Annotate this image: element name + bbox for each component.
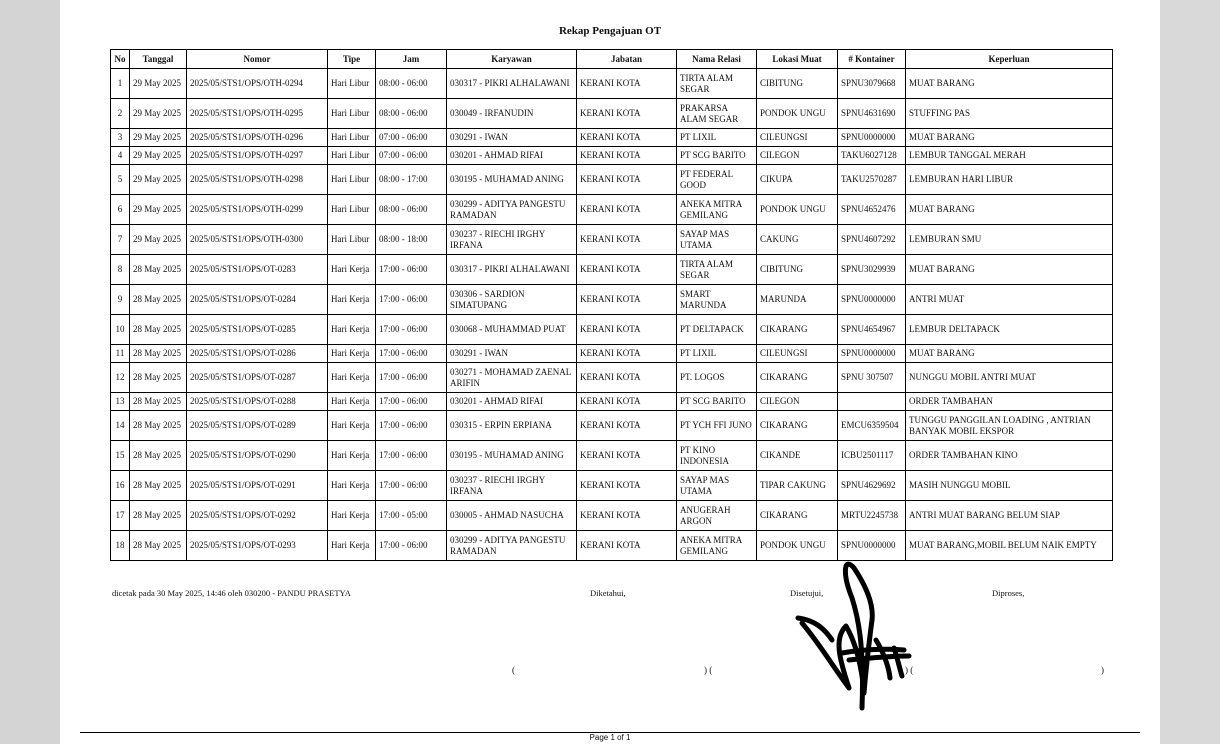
cell-tanggal: 28 May 2025 <box>130 441 187 471</box>
table-row <box>111 129 1113 147</box>
cell-tanggal: 28 May 2025 <box>130 285 187 315</box>
cell-no: 15 <box>111 441 130 471</box>
cell-lokasi: CIBITUNG <box>757 255 838 285</box>
cell-no: 12 <box>111 363 130 393</box>
header-karyawan: Karyawan <box>447 50 577 69</box>
cell-keperluan: LEMBURAN HARI LIBUR <box>906 165 1113 195</box>
header-lokasi-muat: Lokasi Muat <box>757 50 838 69</box>
cell-kontainer: SPNU3029939 <box>838 255 906 285</box>
cell-nomor: 2025/05/STS1/OPS/OTH-0295 <box>187 99 328 129</box>
cell-karyawan: 030315 - ERPIN ERPIANA <box>447 411 577 441</box>
cell-keperluan: ORDER TAMBAHAN <box>906 393 1113 411</box>
cell-no: 10 <box>111 315 130 345</box>
cell-jabatan: KERANI KOTA <box>577 471 677 501</box>
cell-karyawan: 030299 - ADITYA PANGESTU RAMADAN <box>447 195 577 225</box>
table-header-row <box>111 50 1113 69</box>
table-row <box>111 411 1113 441</box>
cell-jabatan: KERANI KOTA <box>577 393 677 411</box>
cell-relasi: PT DELTAPACK <box>677 315 757 345</box>
table-row <box>111 195 1113 225</box>
table-row <box>111 69 1113 99</box>
cell-kontainer: SPNU0000000 <box>838 531 906 561</box>
cell-no: 3 <box>111 129 130 147</box>
document-page <box>60 0 1160 744</box>
cell-keperluan: MUAT BARANG <box>906 345 1113 363</box>
cell-lokasi: CILEUNGSI <box>757 345 838 363</box>
cell-tanggal: 29 May 2025 <box>130 225 187 255</box>
cell-tanggal: 28 May 2025 <box>130 411 187 441</box>
cell-keperluan: ANTRI MUAT <box>906 285 1113 315</box>
header-jam: Jam <box>376 50 447 69</box>
cell-tanggal: 29 May 2025 <box>130 195 187 225</box>
cell-karyawan: 030195 - MUHAMAD ANING <box>447 165 577 195</box>
table-row <box>111 441 1113 471</box>
cell-kontainer: SPNU4629692 <box>838 471 906 501</box>
header-tanggal: Tanggal <box>130 50 187 69</box>
page-number: Page 1 of 1 <box>589 733 631 742</box>
cell-tanggal: 29 May 2025 <box>130 147 187 165</box>
cell-relasi: PT LIXIL <box>677 129 757 147</box>
table-row <box>111 99 1113 129</box>
cell-kontainer: SPNU4607292 <box>838 225 906 255</box>
cell-jam: 07:00 - 06:00 <box>376 147 447 165</box>
cell-jam: 17:00 - 06:00 <box>376 255 447 285</box>
cell-no: 9 <box>111 285 130 315</box>
cell-tanggal: 28 May 2025 <box>130 345 187 363</box>
cell-keperluan: LEMBUR DELTAPACK <box>906 315 1113 345</box>
cell-jabatan: KERANI KOTA <box>577 531 677 561</box>
cell-jam: 17:00 - 06:00 <box>376 441 447 471</box>
cell-keperluan: ORDER TAMBAHAN KINO <box>906 441 1113 471</box>
cell-tipe: Hari Kerja <box>328 363 376 393</box>
signature-paren-open: ( <box>512 665 515 675</box>
cell-tipe: Hari Kerja <box>328 285 376 315</box>
cell-nomor: 2025/05/STS1/OPS/OTH-0296 <box>187 129 328 147</box>
cell-tipe: Hari Kerja <box>328 471 376 501</box>
cell-relasi: ANUGERAH ARGON <box>677 501 757 531</box>
cell-relasi: ANEKA MITRA GEMILANG <box>677 531 757 561</box>
cell-nomor: 2025/05/STS1/OPS/OT-0285 <box>187 315 328 345</box>
table-row <box>111 165 1113 195</box>
cell-tipe: Hari Kerja <box>328 315 376 345</box>
cell-lokasi: CILEUNGSI <box>757 129 838 147</box>
header-kontainer: # Kontainer <box>838 50 906 69</box>
cell-jabatan: KERANI KOTA <box>577 345 677 363</box>
cell-tanggal: 28 May 2025 <box>130 471 187 501</box>
cell-nomor: 2025/05/STS1/OPS/OTH-0297 <box>187 147 328 165</box>
table-row <box>111 255 1113 285</box>
cell-kontainer: SPNU 307507 <box>838 363 906 393</box>
document-title: Rekap Pengajuan OT <box>558 25 662 37</box>
cell-jam: 17:00 - 06:00 <box>376 393 447 411</box>
cell-lokasi: CAKUNG <box>757 225 838 255</box>
cell-nomor: 2025/05/STS1/OPS/OTH-0299 <box>187 195 328 225</box>
cell-no: 2 <box>111 99 130 129</box>
table-row <box>111 315 1113 345</box>
cell-lokasi: CIKANDE <box>757 441 838 471</box>
cell-kontainer: SPNU0000000 <box>838 345 906 363</box>
diketahui-label: Diketahui, <box>590 588 626 598</box>
cell-karyawan: 030237 - RIECHI IRGHY IRFANA <box>447 225 577 255</box>
cell-no: 16 <box>111 471 130 501</box>
cell-keperluan: TUNGGU PANGGILAN LOADING , ANTRIAN BANYAK MOBIL EKSPOR <box>906 411 1113 441</box>
cell-karyawan: 030049 - IRFANUDIN <box>447 99 577 129</box>
cell-keperluan: LEMBUR TANGGAL MERAH <box>906 147 1113 165</box>
cell-tanggal: 29 May 2025 <box>130 69 187 99</box>
cell-keperluan: NUNGGU MOBIL ANTRI MUAT <box>906 363 1113 393</box>
cell-relasi: SAYAP MAS UTAMA <box>677 471 757 501</box>
cell-relasi: ANEKA MITRA GEMILANG <box>677 195 757 225</box>
cell-jabatan: KERANI KOTA <box>577 99 677 129</box>
header-no: No <box>111 50 130 69</box>
viewer-scroll-area[interactable] <box>1160 0 1220 744</box>
header-keperluan: Keperluan <box>906 50 1113 69</box>
cell-karyawan: 030068 - MUHAMMAD PUAT <box>447 315 577 345</box>
cell-relasi: SMART MARUNDA <box>677 285 757 315</box>
cell-relasi: PT KINO INDONESIA <box>677 441 757 471</box>
cell-jam: 17:00 - 06:00 <box>376 531 447 561</box>
cell-karyawan: 030317 - PIKRI ALHALAWANI <box>447 255 577 285</box>
header-nomor: Nomor <box>187 50 328 69</box>
cell-keperluan: MUAT BARANG <box>906 195 1113 225</box>
cell-nomor: 2025/05/STS1/OPS/OTH-0300 <box>187 225 328 255</box>
table-row <box>111 225 1113 255</box>
cell-tanggal: 28 May 2025 <box>130 315 187 345</box>
cell-keperluan: MASIH NUNGGU MOBIL <box>906 471 1113 501</box>
cell-relasi: SAYAP MAS UTAMA <box>677 225 757 255</box>
cell-karyawan: 030005 - AHMAD NASUCHA <box>447 501 577 531</box>
cell-no: 18 <box>111 531 130 561</box>
cell-kontainer: ICBU2501117 <box>838 441 906 471</box>
cell-tipe: Hari Kerja <box>328 441 376 471</box>
cell-nomor: 2025/05/STS1/OPS/OTH-0298 <box>187 165 328 195</box>
cell-jabatan: KERANI KOTA <box>577 411 677 441</box>
cell-lokasi: PONDOK UNGU <box>757 195 838 225</box>
signature-paren-close: ) <box>1101 665 1104 675</box>
cell-jabatan: KERANI KOTA <box>577 147 677 165</box>
cell-nomor: 2025/05/STS1/OPS/OT-0293 <box>187 531 328 561</box>
cell-relasi: PRAKARSA ALAM SEGAR <box>677 99 757 129</box>
cell-relasi: PT SCG BARITO <box>677 147 757 165</box>
cell-no: 6 <box>111 195 130 225</box>
table-row <box>111 501 1113 531</box>
table-row <box>111 285 1113 315</box>
cell-lokasi: CIBITUNG <box>757 69 838 99</box>
cell-karyawan: 030306 - SARDION SIMATUPANG <box>447 285 577 315</box>
cell-jabatan: KERANI KOTA <box>577 225 677 255</box>
cell-nomor: 2025/05/STS1/OPS/OT-0290 <box>187 441 328 471</box>
header-tipe: Tipe <box>328 50 376 69</box>
cell-tipe: Hari Kerja <box>328 411 376 441</box>
cell-karyawan: 030237 - RIECHI IRGHY IRFANA <box>447 471 577 501</box>
cell-tipe: Hari Libur <box>328 147 376 165</box>
cell-no: 14 <box>111 411 130 441</box>
cell-tanggal: 28 May 2025 <box>130 531 187 561</box>
cell-nomor: 2025/05/STS1/OPS/OT-0287 <box>187 363 328 393</box>
cell-relasi: PT SCG BARITO <box>677 393 757 411</box>
cell-nomor: 2025/05/STS1/OPS/OT-0284 <box>187 285 328 315</box>
cell-keperluan: MUAT BARANG,MOBIL BELUM NAIK EMPTY <box>906 531 1113 561</box>
handwritten-signature <box>794 548 924 718</box>
cell-jam: 17:00 - 06:00 <box>376 315 447 345</box>
table-row <box>111 531 1113 561</box>
cell-tanggal: 28 May 2025 <box>130 255 187 285</box>
cell-lokasi: CIKARANG <box>757 411 838 441</box>
cell-relasi: PT LIXIL <box>677 345 757 363</box>
cell-kontainer: TAKU2570287 <box>838 165 906 195</box>
signature-paren-mid-2: ) ( <box>905 665 914 675</box>
cell-keperluan: LEMBURAN SMU <box>906 225 1113 255</box>
cell-nomor: 2025/05/STS1/OPS/OT-0288 <box>187 393 328 411</box>
cell-relasi: PT YCH FFI JUNO <box>677 411 757 441</box>
printed-info: dicetak pada 30 May 2025, 14:46 oleh 030200 - PANDU PRASETYA <box>112 588 351 598</box>
table-row <box>111 363 1113 393</box>
cell-jabatan: KERANI KOTA <box>577 315 677 345</box>
cell-karyawan: 030271 - MOHAMAD ZAENAL ARIFIN <box>447 363 577 393</box>
cell-relasi: PT. LOGOS <box>677 363 757 393</box>
cell-no: 13 <box>111 393 130 411</box>
cell-tipe: Hari Kerja <box>328 501 376 531</box>
cell-jam: 07:00 - 06:00 <box>376 129 447 147</box>
cell-jabatan: KERANI KOTA <box>577 441 677 471</box>
cell-keperluan: MUAT BARANG <box>906 129 1113 147</box>
cell-no: 17 <box>111 501 130 531</box>
cell-nomor: 2025/05/STS1/OPS/OT-0292 <box>187 501 328 531</box>
cell-jabatan: KERANI KOTA <box>577 255 677 285</box>
cell-no: 8 <box>111 255 130 285</box>
cell-karyawan: 030291 - IWAN <box>447 345 577 363</box>
cell-kontainer: EMCU6359504 <box>838 411 906 441</box>
viewer-left-margin <box>0 0 60 744</box>
cell-kontainer: SPNU0000000 <box>838 129 906 147</box>
cell-tanggal: 28 May 2025 <box>130 393 187 411</box>
cell-lokasi: CIKARANG <box>757 363 838 393</box>
cell-nomor: 2025/05/STS1/OPS/OTH-0294 <box>187 69 328 99</box>
cell-jam: 17:00 - 06:00 <box>376 411 447 441</box>
cell-jabatan: KERANI KOTA <box>577 129 677 147</box>
cell-karyawan: 030299 - ADITYA PANGESTU RAMADAN <box>447 531 577 561</box>
cell-kontainer: SPNU3079668 <box>838 69 906 99</box>
table-row <box>111 345 1113 363</box>
cell-tipe: Hari Kerja <box>328 531 376 561</box>
cell-karyawan: 030317 - PIKRI ALHALAWANI <box>447 69 577 99</box>
cell-lokasi: CIKUPA <box>757 165 838 195</box>
cell-nomor: 2025/05/STS1/OPS/OT-0291 <box>187 471 328 501</box>
cell-keperluan: MUAT BARANG <box>906 255 1113 285</box>
cell-tanggal: 29 May 2025 <box>130 129 187 147</box>
cell-jam: 08:00 - 06:00 <box>376 99 447 129</box>
cell-nomor: 2025/05/STS1/OPS/OT-0283 <box>187 255 328 285</box>
header-nama-relasi: Nama Relasi <box>677 50 757 69</box>
cell-relasi: TIRTA ALAM SEGAR <box>677 255 757 285</box>
cell-jam: 08:00 - 06:00 <box>376 195 447 225</box>
cell-tipe: Hari Libur <box>328 69 376 99</box>
cell-lokasi: CILEGON <box>757 147 838 165</box>
cell-tipe: Hari Libur <box>328 225 376 255</box>
table-row <box>111 393 1113 411</box>
cell-jabatan: KERANI KOTA <box>577 69 677 99</box>
cell-jabatan: KERANI KOTA <box>577 363 677 393</box>
cell-karyawan: 030291 - IWAN <box>447 129 577 147</box>
cell-jam: 17:00 - 06:00 <box>376 471 447 501</box>
cell-karyawan: 030201 - AHMAD RIFAI <box>447 393 577 411</box>
cell-tipe: Hari Libur <box>328 195 376 225</box>
signature-paren-mid-1: ) ( <box>704 665 713 675</box>
ot-table <box>110 49 1113 561</box>
cell-relasi: PT FEDERAL GOOD <box>677 165 757 195</box>
cell-tanggal: 29 May 2025 <box>130 99 187 129</box>
cell-tipe: Hari Kerja <box>328 345 376 363</box>
cell-kontainer: TAKU6027128 <box>838 147 906 165</box>
cell-lokasi: MARUNDA <box>757 285 838 315</box>
cell-jam: 17:00 - 06:00 <box>376 345 447 363</box>
cell-jabatan: KERANI KOTA <box>577 285 677 315</box>
cell-jam: 17:00 - 06:00 <box>376 363 447 393</box>
cell-jabatan: KERANI KOTA <box>577 195 677 225</box>
cell-lokasi: PONDOK UNGU <box>757 99 838 129</box>
cell-kontainer: SPNU4652476 <box>838 195 906 225</box>
cell-keperluan: STUFFING PAS <box>906 99 1113 129</box>
cell-karyawan: 030201 - AHMAD RIFAI <box>447 147 577 165</box>
cell-karyawan: 030195 - MUHAMAD ANING <box>447 441 577 471</box>
cell-keperluan: MUAT BARANG <box>906 69 1113 99</box>
cell-lokasi: CIKARANG <box>757 315 838 345</box>
cell-tipe: Hari Libur <box>328 129 376 147</box>
cell-tanggal: 28 May 2025 <box>130 501 187 531</box>
disetujui-label: Disetujui, <box>790 588 824 598</box>
cell-keperluan: ANTRI MUAT BARANG BELUM SIAP <box>906 501 1113 531</box>
cell-no: 5 <box>111 165 130 195</box>
cell-no: 4 <box>111 147 130 165</box>
cell-jam: 17:00 - 05:00 <box>376 501 447 531</box>
table-body <box>111 69 1113 561</box>
cell-lokasi: PONDOK UNGU <box>757 531 838 561</box>
cell-no: 1 <box>111 69 130 99</box>
cell-tipe: Hari Libur <box>328 99 376 129</box>
cell-tanggal: 28 May 2025 <box>130 363 187 393</box>
cell-relasi: TIRTA ALAM SEGAR <box>677 69 757 99</box>
cell-no: 11 <box>111 345 130 363</box>
cell-tipe: Hari Kerja <box>328 255 376 285</box>
cell-tipe: Hari Libur <box>328 165 376 195</box>
cell-tanggal: 29 May 2025 <box>130 165 187 195</box>
cell-jam: 08:00 - 18:00 <box>376 225 447 255</box>
cell-jabatan: KERANI KOTA <box>577 165 677 195</box>
cell-lokasi: CIKARANG <box>757 501 838 531</box>
cell-jam: 08:00 - 06:00 <box>376 69 447 99</box>
cell-kontainer: SPNU4654967 <box>838 315 906 345</box>
cell-kontainer: SPNU4631690 <box>838 99 906 129</box>
diproses-label: Diproses, <box>992 588 1025 598</box>
cell-kontainer <box>838 393 906 411</box>
cell-nomor: 2025/05/STS1/OPS/OT-0286 <box>187 345 328 363</box>
cell-nomor: 2025/05/STS1/OPS/OT-0289 <box>187 411 328 441</box>
cell-lokasi: TIPAR CAKUNG <box>757 471 838 501</box>
cell-tipe: Hari Kerja <box>328 393 376 411</box>
header-jabatan: Jabatan <box>577 50 677 69</box>
table-row <box>111 471 1113 501</box>
cell-jam: 17:00 - 06:00 <box>376 285 447 315</box>
cell-kontainer: MRTU2245738 <box>838 501 906 531</box>
cell-kontainer: SPNU0000000 <box>838 285 906 315</box>
table-row <box>111 147 1113 165</box>
cell-lokasi: CILEGON <box>757 393 838 411</box>
cell-jabatan: KERANI KOTA <box>577 501 677 531</box>
cell-no: 7 <box>111 225 130 255</box>
cell-jam: 08:00 - 17:00 <box>376 165 447 195</box>
